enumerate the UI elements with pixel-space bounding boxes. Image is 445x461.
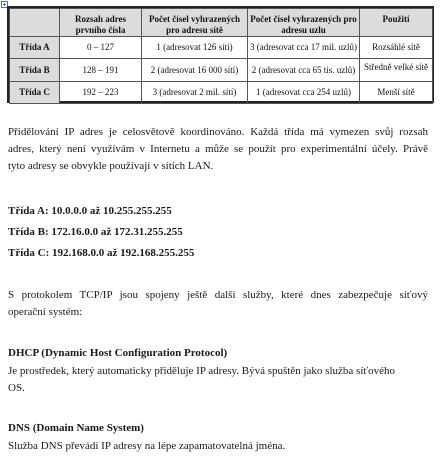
private-range-b: Třída B: 172.16.0.0 až 172.31.255.255 [8, 226, 183, 238]
intro-line-2: adres, který není využívám v Internetu a může se použít pro experimentální účely. Právě [8, 143, 428, 155]
row-usage: Rozsáhlé sítě [360, 37, 433, 59]
row-usage-text: Středně velké sítě [364, 62, 428, 72]
header-nets-label: Počet čísel vyhrazených pro adresu sítě [149, 14, 240, 35]
table-header-row [10, 9, 433, 37]
row-nets: 1 (adresovat 126 sítí) [142, 37, 248, 59]
header-usage-label: Použití [382, 14, 410, 24]
intro-line-1: Přidělování IP adres je celosvětově koordinováno. Každá třída má vymezen svůj rozsah [8, 126, 428, 138]
header-cell-range [60, 9, 142, 37]
dhcp-heading: DHCP (Dynamic Host Configuration Protocol) [8, 347, 228, 359]
services-line-1: S protokolem TCP/IP jsou spojeny ještě další služby, které dnes zabezpečuje síťový [8, 289, 428, 301]
row-usage [360, 59, 433, 82]
private-range-c: Třída C: 192.168.0.0 až 192.168.255.255 [8, 247, 195, 259]
intro-line-3: tyto adresy se obvykle používají v sítích LAN. [8, 160, 214, 172]
row-range: 0 – 127 [60, 37, 142, 59]
header-cell-hosts [248, 9, 360, 37]
row-usage: Menší sítě [360, 82, 433, 104]
table-row [10, 82, 433, 104]
row-class-label: Třída C [10, 82, 60, 104]
row-class-label: Třída A [10, 37, 60, 59]
ip-class-table [7, 6, 434, 103]
table-row [10, 59, 433, 82]
row-range: 192 – 223 [60, 82, 142, 104]
header-cell-usage [360, 9, 433, 37]
row-hosts: 3 (adresovat cca 17 mil. uzlů) [248, 37, 360, 59]
private-range-a: Třída A: 10.0.0.0 až 10.255.255.255 [8, 205, 172, 217]
row-nets: 3 (adresovat 2 mil. sítí) [142, 82, 248, 104]
row-nets: 2 (adresovat 16 000 sítí) [142, 59, 248, 82]
table-row [10, 37, 433, 59]
dhcp-line-1: Je prostředek, který automaticky přiděluje IP adresy. Bývá spuštěn jako služba síťového [8, 365, 395, 377]
dns-line-1: Služba DNS převádí IP adresy na lépe zapamatovatelná jména. [8, 440, 286, 452]
header-hosts-label: Počet čísel vyhrazených pro adresu uzlu [250, 14, 357, 35]
row-hosts: 1 (adresovat cca 254 uzlů) [248, 82, 360, 104]
row-class-label: Třída B [10, 59, 60, 82]
dhcp-line-2: OS. [8, 382, 25, 394]
header-cell-empty [10, 9, 60, 37]
header-range-label: Rozsah adres prvního čísla [74, 14, 127, 35]
header-cell-nets [142, 9, 248, 37]
row-range: 128 – 191 [60, 59, 142, 82]
services-line-2: operační systém: [8, 306, 83, 318]
row-hosts: 2 (adresovat cca 65 tis. uzlů) [248, 59, 360, 82]
dns-heading: DNS (Domain Name System) [8, 422, 144, 434]
